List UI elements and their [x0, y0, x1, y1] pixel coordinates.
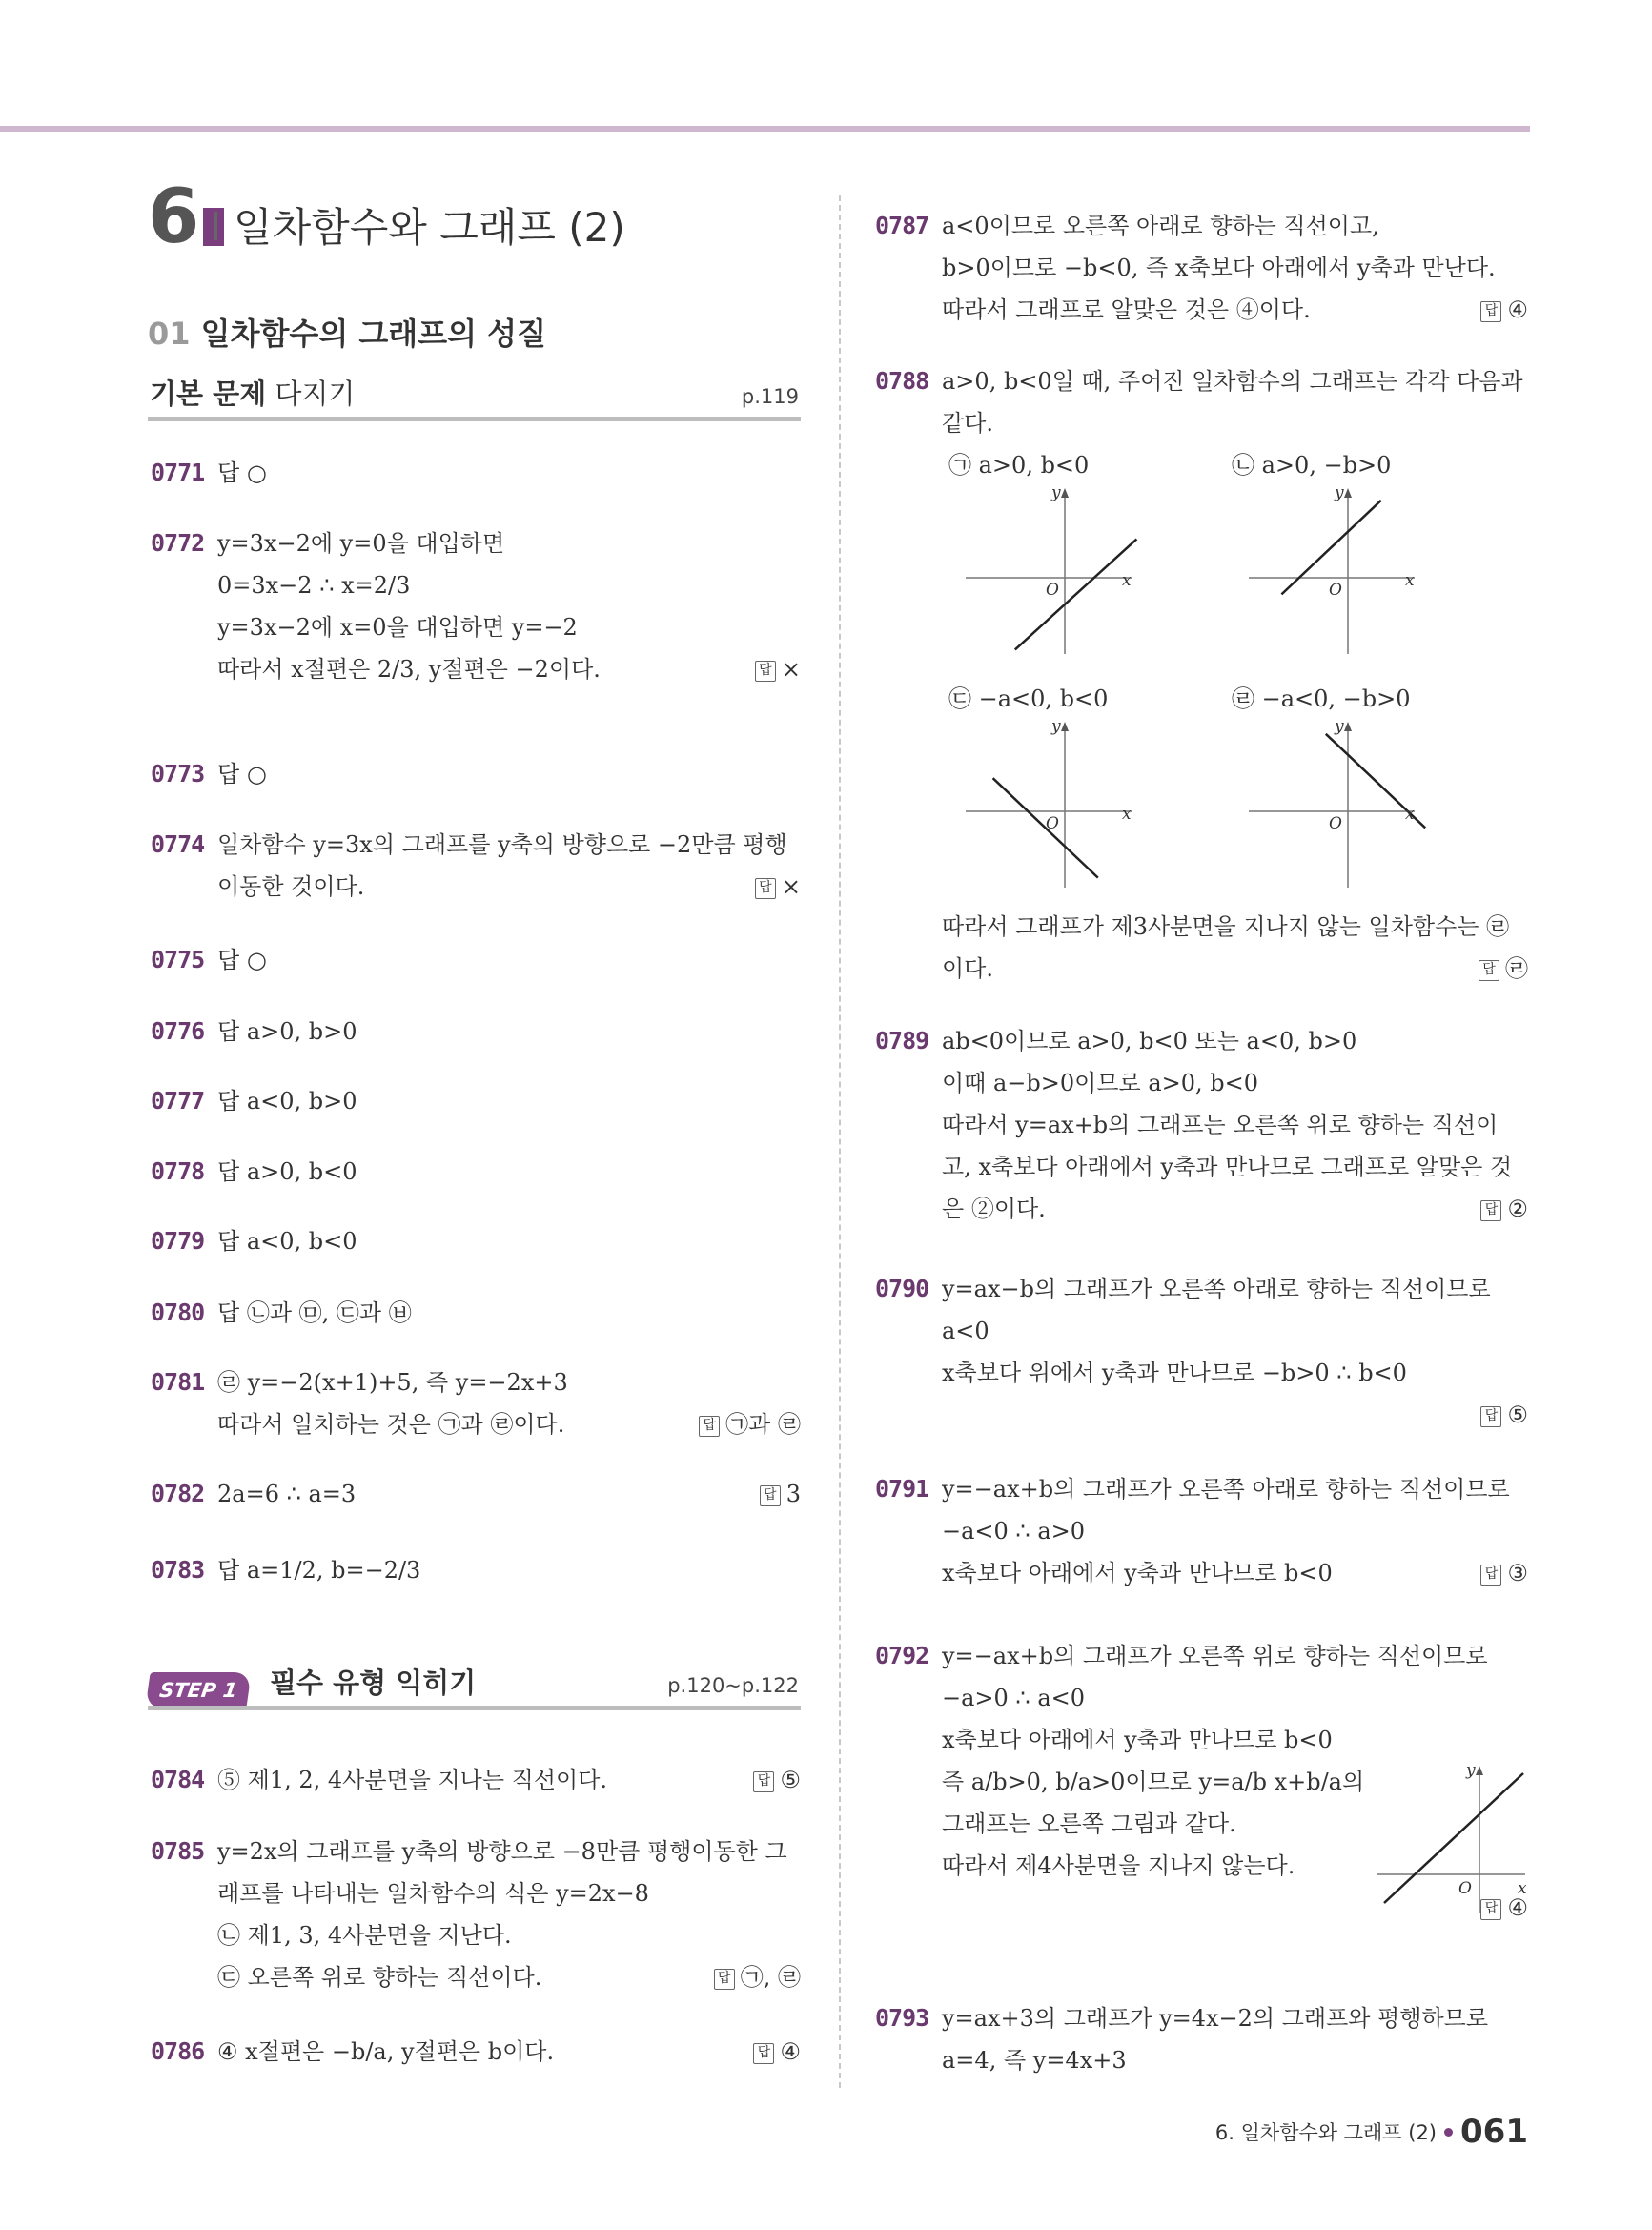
answer-mark-icon: 답	[714, 1969, 735, 1990]
function-line	[1384, 1773, 1523, 1903]
problem-line: ④ x절편은 −b/a, y절편은 b이다.	[217, 2038, 555, 2065]
answer-0788	[1479, 948, 1528, 990]
problem-number: 0772	[151, 529, 205, 557]
y-axis-label: y	[1051, 484, 1061, 502]
section-title-text: 일차함수의 그래프의 성질	[200, 316, 546, 352]
answer-value: ②	[1507, 1196, 1528, 1222]
answer-mark-icon: 답	[699, 1416, 720, 1437]
footer-title: 6. 일차함수와 그래프 (2)	[1214, 2121, 1438, 2144]
graph-label: ㉡ a>0, −b>0	[1232, 452, 1392, 479]
top-decorative-line	[0, 126, 1530, 132]
problem-line: 답 a<0, b<0	[217, 1228, 357, 1255]
problem-number: 0782	[151, 1480, 205, 1507]
problem-line: 래프를 나타내는 일차함수의 식은 y=2x−8	[217, 1880, 649, 1907]
problem-line: 0=3x−2 ∴ x=2/3	[217, 572, 411, 599]
answer-value: 3	[785, 1481, 801, 1507]
problem-number: 0786	[151, 2037, 205, 2065]
problem-line: 그래프는 오른쪽 그림과 같다.	[942, 1811, 1236, 1837]
problem-line: 답 ○	[217, 947, 267, 973]
origin-label: O	[1329, 814, 1342, 833]
column-divider	[839, 195, 841, 2088]
answer-value: ④	[1507, 297, 1528, 323]
answer-mark-icon: 답	[1480, 1406, 1501, 1427]
problem-number: 0776	[151, 1017, 205, 1045]
problem-number: 0779	[151, 1227, 205, 1255]
answer-mark-icon: 답	[753, 2043, 774, 2064]
problem-line: 일차함수 y=3x의 그래프를 y축의 방향으로 −2만큼 평행	[217, 831, 787, 858]
problem-number: 0784	[151, 1766, 205, 1793]
problem-line: ab<0이므로 a>0, b<0 또는 a<0, b>0	[942, 1028, 1357, 1054]
problem-number: 0780	[151, 1299, 205, 1326]
problem-line: y=ax+3의 그래프가 y=4x−2의 그래프와 평행하므로	[942, 2005, 1489, 2032]
problem-number: 0790	[875, 1275, 929, 1302]
problem-number: 0771	[151, 459, 205, 486]
answer-mark-icon: 답	[753, 1771, 774, 1792]
section-number: 01	[148, 316, 191, 352]
problem-line: a<0	[942, 1318, 989, 1344]
chapter-separator	[214, 212, 217, 240]
page-footer	[1215, 2113, 1528, 2151]
problem-line: 따라서 x절편은 2/3, y절편은 −2이다.	[217, 656, 601, 683]
problem-number: 0781	[151, 1368, 205, 1396]
answer-0785	[714, 1956, 801, 1998]
y-axis-arrow	[1061, 488, 1069, 498]
answer-value: ④	[1507, 1894, 1528, 1921]
answer-value: ×	[781, 873, 801, 900]
section-title	[148, 310, 546, 354]
answer-mark-icon: 답	[1480, 1200, 1501, 1221]
problem-number: 0778	[151, 1157, 205, 1185]
answer-0774	[755, 866, 801, 908]
problem-line: 답 ○	[217, 460, 267, 486]
answer-0790	[1480, 1394, 1528, 1436]
conclusion-line: 이다.	[942, 955, 993, 982]
basic-problems-bar	[148, 379, 801, 418]
basic-bar-underline	[148, 417, 801, 421]
step1-bar	[148, 1668, 801, 1707]
problem-number: 0783	[151, 1556, 205, 1584]
problem-line: 이때 a−b>0이므로 a>0, b<0	[942, 1070, 1259, 1096]
answer-0781	[699, 1403, 801, 1445]
answer-value: ×	[781, 656, 801, 683]
answer-mark-icon: 답	[1480, 1899, 1501, 1920]
y-axis-label: y	[1051, 718, 1061, 736]
problem-number: 0774	[151, 830, 205, 858]
problem-number: 0792	[875, 1642, 929, 1669]
coordinate-graph	[962, 718, 1143, 890]
origin-label: O	[1046, 814, 1059, 833]
problem-line: x축보다 아래에서 y축과 만나므로 b<0	[942, 1560, 1333, 1586]
problem-number: 0787	[875, 212, 929, 239]
answer-mark-icon: 답	[1480, 301, 1501, 322]
problem-line: ㉣ y=−2(x+1)+5, 즉 y=−2x+3	[217, 1369, 568, 1396]
function-line	[1015, 539, 1137, 649]
graph-label: ㉠ a>0, b<0	[948, 452, 1090, 479]
basic-bar-page-ref: p.119	[741, 385, 799, 408]
answer-0789	[1480, 1188, 1528, 1230]
coordinate-graph	[962, 484, 1143, 656]
problem-line: y=3x−2에 y=0을 대입하면	[217, 530, 505, 557]
problem-line: b>0이므로 −b<0, 즉 x축보다 아래에서 y축과 만난다.	[942, 255, 1496, 281]
problem-line: x축보다 위에서 y축과 만나므로 −b>0 ∴ b<0	[942, 1360, 1407, 1386]
y-axis-arrow	[1476, 1766, 1483, 1775]
problem-line: 답 a>0, b<0	[217, 1158, 357, 1185]
x-axis-label: x	[1405, 805, 1415, 824]
answer-0786	[753, 2031, 801, 2073]
graph-label: ㉣ −a<0, −b>0	[1232, 685, 1411, 712]
page-number: 061	[1460, 2113, 1528, 2151]
answer-value: ④	[780, 2038, 801, 2065]
problem-line: 따라서 제4사분면을 지나지 않는다.	[942, 1852, 1295, 1879]
problem-line: a=4, 즉 y=4x+3	[942, 2047, 1127, 2074]
problem-line: −a<0 ∴ a>0	[942, 1518, 1086, 1545]
y-axis-arrow	[1344, 722, 1352, 731]
answer-value: ⑤	[780, 1767, 801, 1793]
answer-0791	[1480, 1552, 1528, 1594]
conclusion-line: 따라서 그래프가 제3사분면을 지나지 않는 일차함수는 ㉣	[942, 913, 1510, 940]
answer-value: ⑤	[1507, 1401, 1528, 1428]
problem-number: 0785	[151, 1837, 205, 1865]
y-axis-label: y	[1335, 484, 1344, 502]
problem-number: 0773	[151, 760, 205, 788]
problem-line: y=2x의 그래프를 y축의 방향으로 −8만큼 평행이동한 그	[217, 1838, 787, 1865]
problem-line: y=−ax+b의 그래프가 오른쪽 아래로 향하는 직선이므로	[942, 1476, 1510, 1503]
step-bar-label: 필수 유형 익히기	[270, 1667, 477, 1699]
x-axis-label: x	[1122, 571, 1132, 590]
answer-mark-icon: 답	[760, 1485, 781, 1506]
problem-line: −a>0 ∴ a<0	[942, 1685, 1086, 1711]
problem-line: y=3x−2에 x=0을 대입하면 y=−2	[217, 614, 578, 641]
problem-line: 은 ②이다.	[942, 1196, 1046, 1222]
problem-number: 0775	[151, 946, 205, 973]
answer-mark-icon: 답	[755, 661, 776, 682]
origin-label: O	[1046, 581, 1059, 600]
answer-mark-icon: 답	[1480, 1565, 1501, 1586]
step-bar-page-ref: p.120~p.122	[667, 1674, 799, 1697]
x-axis-label: x	[1122, 805, 1132, 824]
problem-number: 0793	[875, 2004, 929, 2032]
answer-value: ㉣	[1505, 955, 1528, 982]
chapter-number: 6	[148, 174, 200, 260]
y-axis-label: y	[1335, 718, 1344, 736]
y-axis-arrow	[1344, 488, 1352, 498]
problem-line: 답 a=1/2, b=−2/3	[217, 1557, 421, 1584]
x-axis-label: x	[1518, 1879, 1527, 1898]
problem-line: 답 ㉡과 ㉤, ㉢과 ㉥	[217, 1299, 412, 1326]
problem-line: a>0, b<0일 때, 주어진 일차함수의 그래프는 각각 다음과	[942, 368, 1523, 395]
graph-label: ㉢ −a<0, b<0	[948, 685, 1109, 712]
problem-line: a<0이므로 오른쪽 아래로 향하는 직선이고,	[942, 213, 1379, 239]
footer-dot	[1444, 2128, 1453, 2137]
problem-number: 0791	[875, 1475, 929, 1503]
problem-line: 답 a<0, b>0	[217, 1088, 357, 1115]
origin-label: O	[1329, 581, 1342, 600]
chapter-accent-bar	[203, 208, 224, 246]
answer-0784	[753, 1759, 801, 1801]
problem-line: 따라서 일치하는 것은 ㉠과 ㉣이다.	[217, 1411, 565, 1438]
problem-line: 고, x축보다 아래에서 y축과 만나므로 그래프로 알맞은 것	[942, 1154, 1513, 1180]
origin-label: O	[1458, 1879, 1472, 1898]
chapter-title: 일차함수와 그래프 (2)	[234, 204, 625, 251]
problem-line: 따라서 그래프로 알맞은 것은 ④이다.	[942, 297, 1311, 323]
problem-number: 0789	[875, 1027, 929, 1054]
y-axis-arrow	[1061, 722, 1069, 731]
problem-line: 즉 a/b>0, b/a>0이므로 y=a/b x+b/a의	[942, 1769, 1365, 1795]
answer-value: ㉠과 ㉣	[725, 1411, 801, 1438]
problem-line: 답 a>0, b>0	[217, 1018, 357, 1045]
problem-line: y=ax−b의 그래프가 오른쪽 아래로 향하는 직선이므로	[942, 1276, 1491, 1302]
problem-number: 0777	[151, 1087, 205, 1115]
problem-line: y=−ax+b의 그래프가 오른쪽 위로 향하는 직선이므로	[942, 1643, 1488, 1669]
answer-value: ㉠, ㉣	[740, 1964, 801, 1991]
problem-line: 같다.	[942, 410, 993, 437]
problem-line: 답 ○	[217, 761, 267, 788]
graph-0792	[1373, 1762, 1535, 1914]
problem-line: ㉢ 오른쪽 위로 향하는 직선이다.	[217, 1964, 542, 1991]
answer-0772	[755, 648, 801, 690]
coordinate-graph	[1245, 718, 1426, 890]
basic-bar-label: 기본 문제 다지기	[150, 378, 356, 410]
problem-line: ⑤ 제1, 2, 4사분면을 지나는 직선이다.	[217, 1767, 608, 1793]
answer-mark-icon: 답	[755, 878, 776, 899]
step-bar-underline	[148, 1706, 801, 1710]
answer-mark-icon: 답	[1479, 960, 1499, 981]
x-axis-label: x	[1405, 571, 1415, 590]
problem-line: 따라서 y=ax+b의 그래프는 오른쪽 위로 향하는 직선이	[942, 1112, 1499, 1138]
y-axis-label: y	[1466, 1762, 1476, 1780]
problem-line: 2a=6 ∴ a=3	[217, 1481, 357, 1507]
answer-0787	[1480, 289, 1528, 331]
coordinate-graph	[1245, 484, 1426, 656]
problem-number: 0788	[875, 367, 929, 395]
answer-value: ③	[1507, 1560, 1528, 1586]
problem-line: 이동한 것이다.	[217, 873, 365, 900]
step-badge: STEP 1	[145, 1672, 251, 1708]
answer-0782	[760, 1473, 801, 1515]
problem-line: x축보다 아래에서 y축과 만나므로 b<0	[942, 1727, 1333, 1753]
problem-line: ㉡ 제1, 3, 4사분면을 지난다.	[217, 1922, 512, 1949]
